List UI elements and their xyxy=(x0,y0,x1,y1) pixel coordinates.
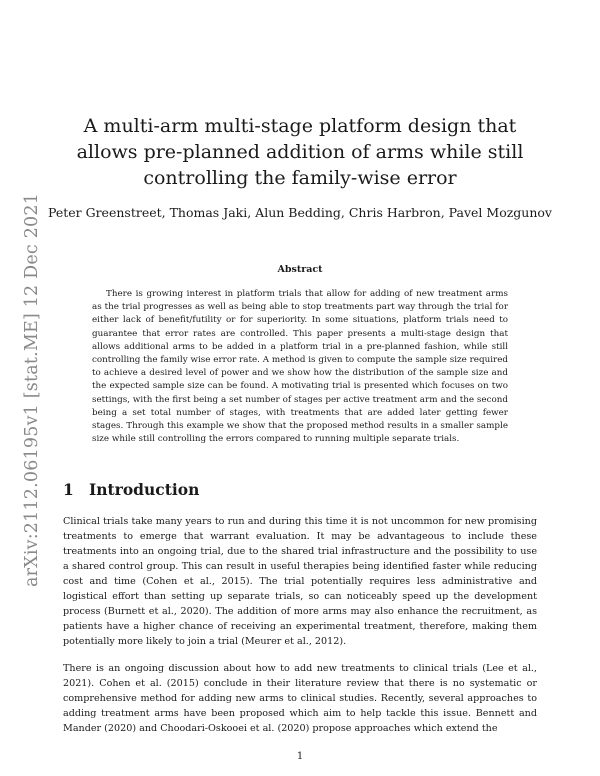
abstract-body: There is growing interest in platform trials that allow for adding of new treatment arms as the trial progresses as well as being able to stop treatments part way through the trial for either lack of benefit/futility or for superiority. In some situations, platform trials need to guarantee that error rates are controlled. This paper presents a multi-stage design that allows additional arms to be added in a platform trial in a pre-planned fashion, while still controlling the family wise error rate. A method is given to compute the sample size required to achieve a desired level of power and we show how the distribution of the sample size and the expected sample size can be found. A motivating trial is presented which focuses on two settings, with the first being a set number of stages per active treatment arm and the second being a set total number of stages, with treatments that are added later getting fewer stages. Through this example we show that the proposed method results in a smaller sample size while still controlling the errors compared to running multiple separate trials. xyxy=(92,289,508,445)
arxiv-stamp xyxy=(14,192,50,588)
body-paragraph: There is an ongoing discussion about how to add new treatments to clinical trials (Lee et al., 2021). Cohen et al. (2015) conclude in their literature review that there is no systematic or comprehensive method for adding new arms to clinical studies. Recently, several approaches to adding treatment arms have been proposed which aim to help tackle this issue. Bennett and Mander (2020) and Choodari-Oskooei et al. (2020) propose approaches which extend the xyxy=(63,663,537,734)
body-paragraph: Clinical trials take many years to run and during this time it is not uncommon for new promising treatments to emerge that warrant evaluation. It may be advantageous to include these treatments into an ongoing trial, due to the shared trial infrastructure and the possibility to use a shared control group. This can result in useful therapies being identified faster while reducing cost and time (Cohen et al., 2015). The trial potentially requires less administrative and logistical effort than setting up separate trials, so can noticeably speed up the development process (Burnett et al., 2020). The addition of more arms may also enhance the recruitment, as patients have a higher chance of receiving an experimental treatment, therefore, making them potentially more likely to join a trial (Meurer et al., 2012). xyxy=(63,516,537,647)
section-title: Introduction xyxy=(89,480,200,499)
arxiv-stamp-text: arXiv:2112.06195v1 [stat.ME] 12 Dec 2021 xyxy=(22,192,42,588)
section-number: 1 xyxy=(63,480,74,499)
paper-title: A multi-arm multi-stage platform design that allows pre-planned addition of arms while still controlling the family-wise error xyxy=(76,115,524,189)
page-number: 1 xyxy=(296,751,304,762)
section-heading xyxy=(63,480,199,499)
abstract-heading: Abstract xyxy=(277,264,323,275)
author-list: Peter Greenstreet, Thomas Jaki, Alun Bedding, Chris Harbron, Pavel Mozgunov xyxy=(47,205,552,220)
